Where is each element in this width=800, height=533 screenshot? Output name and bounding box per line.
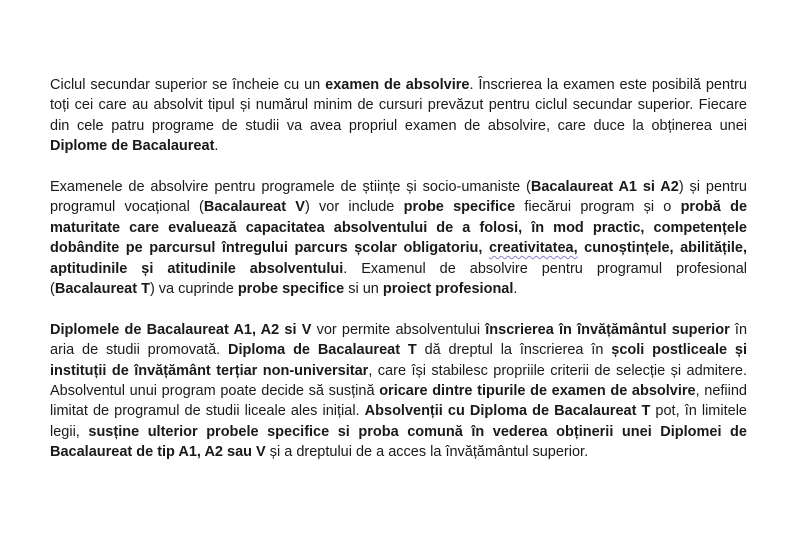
bold-text-run: oricare dintre tipurile de examen de absolvire (379, 383, 696, 400)
text-run: . (214, 138, 219, 155)
paragraph-diploma-rights (50, 320, 747, 463)
bold-text-run: școli postliceale și instituții de învățământ terțiar non-universitar (50, 342, 748, 379)
bold-text-run: probe specifice (403, 199, 516, 216)
text-run: în aria de studii promovată. (50, 321, 748, 359)
text-run: . (513, 281, 518, 298)
bold-text-run: probă de maturitate care evaluează capacitatea absolventului de a folosi, în mod practic, competențele dobândite pe parcursul întregului parcurs școlar obligatoriu, (50, 199, 748, 257)
paragraph-exam-overview (50, 75, 747, 157)
text-run: Ciclul secundar superior se încheie cu un (50, 77, 326, 93)
text-run: ) va cuprinde (149, 281, 238, 298)
text-run: , nefiind limitat de programul de studii liceale ales inițial. (50, 383, 747, 420)
text-run: Examenele de absolvire pentru programele de științe și socio-umaniste ( (50, 179, 531, 196)
text-run: . Înscrierea la examen este posibilă pentru toți cei care au absolvit tipul și numărul minim de cursuri prevăzut pentru ciclul secundar superior. Fiecare din cele patru programe de studii va avea propriul examen de absolvire, care duce la obținerea unei (50, 77, 747, 134)
bold-text-run: probe specifice (237, 281, 345, 298)
bold-text-run: Bacalaureat T (54, 281, 150, 298)
spellcheck-underlined-word: creativitatea, (488, 240, 578, 257)
bold-text-run: examen de absolvire (325, 77, 470, 93)
bold-text-run: Bacalaureat V (203, 199, 305, 216)
text-run: vor permite absolventului (311, 321, 486, 338)
bold-text-run: Diploma de Bacalaureat T (228, 342, 417, 359)
bold-text-run: Diplomele de Bacalaureat A1, A2 si V (50, 321, 312, 338)
text-run: ) vor include (304, 199, 404, 216)
text-run: ) și pentru programul vocațional ( (50, 179, 747, 216)
bold-text-run: Absolvenții cu Diploma de Bacalaureat T (364, 403, 651, 420)
bold-text-run: proiect profesional (382, 281, 514, 298)
bold-text-run: înscrierea în învățământul superior (485, 321, 730, 338)
text-run: . Examenul de absolvire pentru programul profesional ( (50, 260, 747, 298)
document-body (50, 75, 747, 463)
bold-text-run: susține ulterior probele specifice si proba comună în vederea obținerii unei Diplomei de Bacalaureat de tip A1, A2 sau V (50, 423, 747, 461)
text-run: , care își stabilesc propriile criterii de selecție și admitere. Absolventul unui program poate decide să susțină (50, 362, 747, 400)
text-run: dă dreptul la înscrierea în (416, 342, 612, 359)
text-run: si un (344, 281, 383, 298)
bold-text-run: Diplome de Bacalaureat (50, 138, 215, 155)
text-run: fiecărui program și o (515, 199, 681, 216)
text-run: pot, în limitele legii, (50, 403, 747, 440)
text-run: și a dreptului de a acces la învățământul superior. (265, 444, 589, 461)
bold-text-run: cunoștințele, abilitățile, aptitudinile și atitudinile absolventului (50, 240, 747, 277)
bold-text-run: Bacalaureat A1 si A2 (530, 179, 679, 196)
paragraph-exam-types (50, 177, 747, 299)
